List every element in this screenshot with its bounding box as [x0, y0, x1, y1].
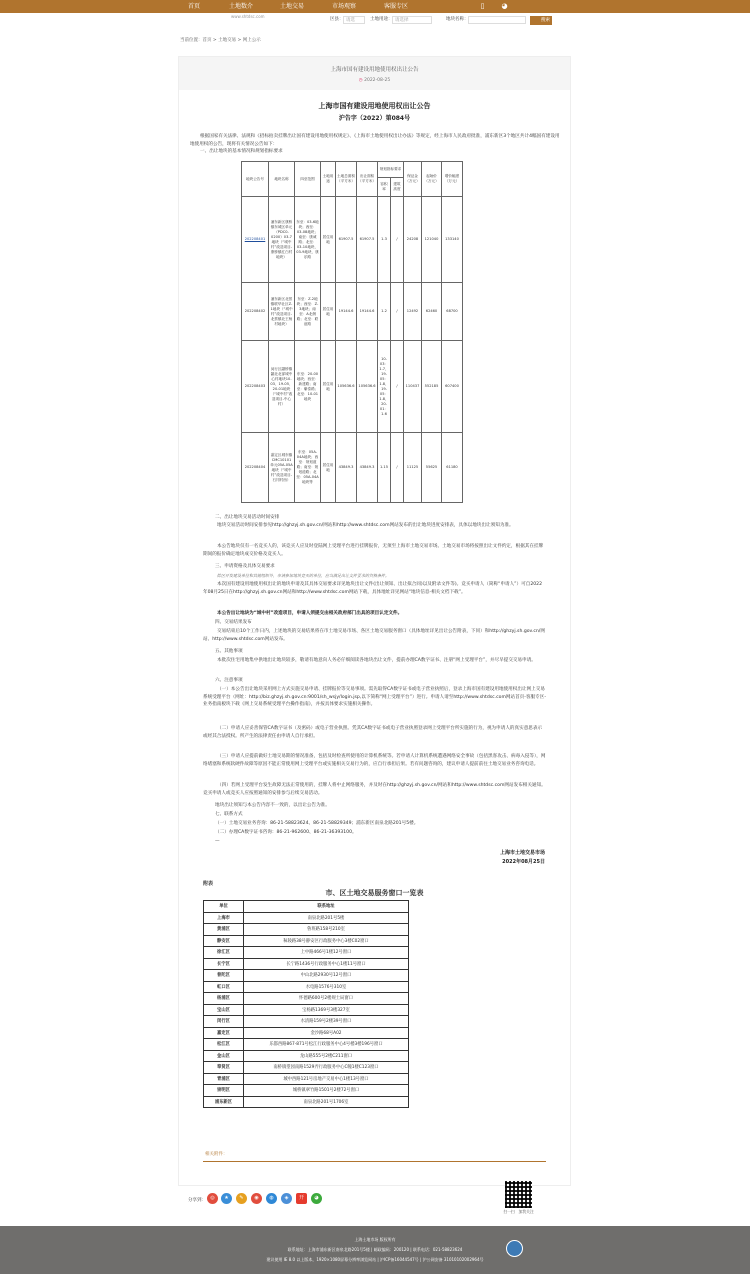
cell: 12492 [404, 283, 422, 341]
cell: 东至：05A-04A地块；西至：规划道路；南至：规划道路；北至：05A-04A地块等 [295, 433, 321, 503]
attachments-label: 相关附件： [205, 1152, 228, 1157]
col-header-name: 地块名称 [269, 162, 295, 197]
cell: 上海市 [204, 912, 244, 924]
nav-land-intro[interactable]: 土地数介 [229, 3, 254, 10]
lot-table [241, 161, 463, 503]
cell: 浦东新区北蔡镇联华社区Z-1地块（“城中村”改造项目-北蔡镇北王杨村地块） [269, 283, 295, 341]
table-row [204, 981, 409, 993]
share-wechat-icon[interactable]: ◕ [311, 1193, 322, 1204]
cell: 121040 [422, 197, 442, 283]
table-row [204, 1096, 409, 1108]
district-select[interactable]: 请选 [343, 16, 365, 24]
cell: 607400 [442, 341, 463, 433]
cell: 202208403 [242, 341, 269, 433]
cell: / [391, 341, 404, 433]
share-kaixin-icon[interactable]: ◈ [281, 1193, 292, 1204]
cell: 怀德路600号2楼规土局窗口 [244, 993, 409, 1005]
cell: 东至：Z-2地块；西至：Z-3地块；南至：A北侧路；北至：联谊路 [295, 283, 321, 341]
table-row [204, 993, 409, 1005]
col-header-plan: 规划指标要求 [378, 162, 404, 178]
cell: 龙山路555号2楼C211窗口 [244, 1050, 409, 1062]
table-row [242, 197, 463, 283]
cell: 宝杨路1369号3楼327室 [244, 1004, 409, 1016]
contact-business: （一）土地交易业务咨询：86-21-58823624、86-21-58829349；浦东新区南泉北路201号5楼。 [215, 821, 419, 826]
section-3-text-a: 除区开发建设单位和其他组织外，申请参加地块竞买的单位，应当满足出让文件要求的资格条件。 [217, 573, 389, 578]
cell: 1.15 [378, 433, 391, 503]
cell: 杨浦区 [204, 993, 244, 1005]
cell: 南桥镇望园南路1529弄行政服务中心C幢1楼C123窗口 [244, 1062, 409, 1074]
section-6-text-c: （三）申请人应提前做好土地交易期的情况准备，包括及时检查所使用的计算机系统等。若申请人计算机系统遭遇网络安全事故（包括黑客攻击、病毒入侵等），网络堵塞和系统软硬件故障等原因不能正常使用网上受理平台或实施相关交易行为的，应自行承担后果。若有问题咨询的，建议申请人提前前往土地交易业务咨询电话。 [203, 754, 546, 767]
table-row [204, 1073, 409, 1085]
section-4-text: 交易结束后10个工作日内，上述地块的交易结果将在市土地交易市场、各区土地交易服务窗口（具体地址详见出让公告附表，下同）和http://ghzyj.sh.gov.cn/网站、http://www.shtdsc.com网站发布。 [203, 629, 545, 642]
cell: 徐汇区 [204, 947, 244, 959]
nav-service[interactable]: 客服专区 [384, 3, 409, 10]
cell: 乐都西路867-871号松江行政服务中心4号楼3楼196号窗口 [244, 1039, 409, 1051]
share-qzone-icon[interactable]: ★ [221, 1193, 232, 1204]
footer-contact: 联系地址：上海市浦东新区南泉北路201号5楼 | 邮政编码：200120 | 联系电话：021-58823624 [287, 1247, 463, 1252]
cell: 崇明区 [204, 1085, 244, 1097]
cell: 水电路1576号310室 [244, 981, 409, 993]
cell: 普陀区 [204, 970, 244, 982]
signature-org: 上海市土地交易市场 [499, 850, 545, 856]
cell: / [391, 197, 404, 283]
section-7-heading: 七、联系方式 [215, 812, 243, 817]
cell: 嘉定区 [204, 1027, 244, 1039]
col-header-far: 容积率 [378, 178, 391, 197]
plot-name-input[interactable] [468, 16, 526, 24]
cell: 居住用地 [321, 433, 336, 503]
section-2-heading: 二、出让地块交易活动时间安排 [215, 515, 280, 520]
cell: 长宁区 [204, 958, 244, 970]
share-tencent-weibo-icon[interactable]: ✎ [236, 1193, 247, 1204]
share-renren-icon[interactable]: ◉ [251, 1193, 262, 1204]
section-6-heading: 六、注意事项 [215, 678, 243, 683]
table-row [204, 1016, 409, 1028]
top-nav-bar [0, 0, 750, 13]
cell: 城中西路121号房地产交易中心1楼13号窗口 [244, 1073, 409, 1085]
col-header-height: 建筑高度 [391, 178, 404, 197]
col-header-area: 土地总面积（平方米） [336, 162, 357, 197]
section-6-text-a: （一）本公告出让地块采用网上方式实施交易申请、挂牌报价等交易事项。需先取得CA数字证书或电子营业执照后，登录上海市国有建设用地使用权出让网上交易系统受理平台（网址：http://biz.ghzyj.sh.gov.cn:9001/sh_wsjy/login.jsp,以下简称“网上受理平台”）进行。申请人请至http://www.shtdsc.com网站首页-客服专区-业务指南板块下载《网上交易系统受理平台操作指南》，并按具体要求实施相关操作。 [203, 687, 546, 707]
cell: 61907.5 [357, 197, 378, 283]
cell: 奉贤区 [204, 1062, 244, 1074]
share-weibo-icon[interactable]: ◎ [207, 1193, 218, 1204]
cell: 105636.6 [357, 341, 378, 433]
cell: 长宁路1436号行政服务中心1楼11号窗口 [244, 958, 409, 970]
cell: 嘉定区城东镇CMC10101单元05A-05A地块（“城中村”改造项目-石冈村西） [269, 433, 295, 503]
col-header-deposit: 保证金（万元） [404, 162, 422, 197]
cell: 城桥镇翠竹路1501号2楼72号窗口 [244, 1085, 409, 1097]
table-row [204, 1027, 409, 1039]
gov-badge-icon[interactable] [506, 1240, 523, 1257]
cell: 61180 [442, 433, 463, 503]
cell: 鲁班路158号210室 [244, 924, 409, 936]
nav-market[interactable]: 市场观察 [332, 3, 357, 10]
cell: 55625 [422, 433, 442, 503]
section-6-text-d: （四）若网上受理平台发生故障无法正常使用的，挂牌人将中止网络服务，并及时在http://ghzyj.sh.gov.cn/网站和http://www.shtdsc.com网站发布相关通知。竞买申请人或竞买人应按照通知的安排参与后续交易活动。 [203, 783, 546, 796]
contact-ca: （二）办理CA数字证书咨询：86-21-962600、86-21-36393100。 [215, 830, 357, 835]
breadcrumb: 当前位置：首页 > 土地交易 > 网上公示 [180, 38, 261, 43]
col-header-unit: 单位 [204, 901, 244, 913]
cell: 61907.5 [336, 197, 357, 283]
cell: 虹口区 [204, 981, 244, 993]
table-row [242, 283, 463, 341]
qr-code-icon [505, 1181, 532, 1208]
table-row [204, 1004, 409, 1016]
section-6-text-b: （二）申请人应妥善保管CA数字证书（及密码）或电子营业执照。凭其CA数字证书或电子营业执照登录网上受理平台所实施的行为，视为申请人的真实意思表示或经其合法授权。所产生的法律责任由申请人自行承担。 [203, 726, 543, 739]
dash: — [215, 839, 220, 844]
section-3-text-b: 本次国有建设用地使用权出让的地块申请及其具体交易要求详见地块出让文件(出让须知、出让拟合同)以及附录文件等)。竞买申请人（简称“申请人”）可自2022年08月25日在http://ghzyj.sh.gov.cn网站和http://www.shtdsc.com网站下载，具体地址详见网站“地块信息-相关文档下载”。 [203, 582, 543, 595]
cell: 110437 [404, 341, 422, 433]
article-header-date: ◷ 2022-08-25 [358, 78, 391, 83]
clock-icon: ◷ [358, 78, 365, 83]
cell: 202208404 [242, 433, 269, 503]
cell: 宝山区 [204, 1004, 244, 1016]
article-header [179, 57, 570, 90]
section-1-heading: 一、出让地块的基本情况和规划指标要求 [200, 149, 283, 154]
cell: 南泉北路201号1706室 [244, 1096, 409, 1108]
footer-copyright: 上海土地市场 版权所有 [354, 1237, 396, 1242]
section-5-heading: 五、其他事项 [215, 649, 243, 654]
cell: 202208402 [242, 283, 269, 341]
cell: 松江区 [204, 1039, 244, 1051]
cell: 居住用地 [321, 341, 336, 433]
doc-subtitle: 沪告字（2022）第084号 [338, 115, 411, 122]
col-header-addr: 联系地址 [244, 901, 409, 913]
cell: 闵行区颛桥镇颛北北部城中心村地块10-03、19-05、20-01地块（“城中村”改造项目-中心村） [269, 341, 295, 433]
section-3-heading: 三、申请资格及具体交易要求 [215, 564, 275, 569]
wechat-icon[interactable]: ◕ [501, 2, 508, 10]
cell: 青浦区 [204, 1073, 244, 1085]
cell: 中山北路2930号12号窗口 [244, 970, 409, 982]
table-row [204, 924, 409, 936]
section-2-text-b: 本公告地块仅有一名竞买人的，该竞买人应及时登陆网上受理平台进行挂牌报价，无须至上海市土地交易市场。土地交易市场将按照出让文件约定，根据其在挂牌期间的报价确定地块成交价格及竞买人。 [203, 544, 544, 557]
mobile-icon[interactable]: ▯ [480, 2, 485, 10]
intro-paragraph: 根据国家有关法律、法规和《招标拍卖挂牌出让国有建设用地使用权规定》、《上海市土地使用权出让办法》等规定，经上海市人民政府批准，浦东新区3个地区共计4幅国有建设用地使用权的公告，现将有关情况公告如下： [190, 134, 560, 147]
cell: / [391, 433, 404, 503]
section-3-text-c: 本公告出让地块为“城中村”改造项目，申请人须提交由相关政府部门出具的项目认定文件。 [217, 611, 403, 616]
table-row [204, 912, 409, 924]
cell: 10-03：1.7、19-05：1.8、19-05：1.8、20-01：1.6 [378, 341, 391, 433]
col-header-start: 起始价（万元） [422, 162, 442, 197]
cell: 金山区 [204, 1050, 244, 1062]
nav-land-trade[interactable]: 土地交易 [280, 3, 305, 10]
cell: 19144.6 [336, 283, 357, 341]
attachments-divider [203, 1161, 546, 1162]
footer [0, 1226, 750, 1274]
cell: 黄浦区 [204, 924, 244, 936]
district-label: 区县： [330, 17, 344, 22]
land-use-select[interactable]: 请选择 [392, 16, 432, 24]
cell: 上中路466号1楼12号窗口 [244, 947, 409, 959]
land-use-label: 土地用途： [370, 17, 393, 22]
doc-title: 上海市国有建设用地使用权出让公告 [318, 102, 431, 110]
nav-home[interactable]: 首页 [188, 3, 201, 10]
cell: 43849.3 [357, 433, 378, 503]
cell: 浦东新区康桥镇东城区单元（PDC0-0200）03-7地块（“城中村”改造项目-康桥镇红白村地块） [269, 197, 295, 283]
cell: 68700 [442, 283, 463, 341]
search-button[interactable]: 搜索 [530, 16, 552, 25]
signature-date: 2022年08月25日 [502, 859, 545, 865]
table-row [204, 947, 409, 959]
cell: 居住用地 [321, 197, 336, 283]
cell: 东至：20-00地块；西至：新建路；南至：紫泰路；北至：10-01地块 [295, 341, 321, 433]
cell: 水清路159号2楼39号窗口 [244, 1016, 409, 1028]
cell: 24208 [404, 197, 422, 283]
col-header-range: 四至范围 [295, 162, 321, 197]
cell: 133140 [442, 197, 463, 283]
col-header-use: 土地用途 [321, 162, 336, 197]
cell: 19144.6 [357, 283, 378, 341]
cell: 62460 [422, 283, 442, 341]
cell: 秣陵路38号静安区行政服务中心3楼C02窗口 [244, 935, 409, 947]
cell: 东至：03-6地块；西至：03-08地块；南至：康诚路；北至：03-10地块、03-9地块、康乐路 [295, 197, 321, 283]
footer-browser-note: 建议使用 IE 8.0 以上版本，1920×1080屏幕分辨率浏览网站 | 沪ICP备16044547号 | 沪公网安备 31010102002964号 [266, 1257, 484, 1262]
table-row [204, 1085, 409, 1097]
cell: 1.3 [378, 197, 391, 283]
share-label: 分享到： [188, 1198, 206, 1203]
share-douban-icon[interactable]: ◍ [266, 1193, 277, 1204]
section-4-heading: 四、交易结果发布 [215, 620, 252, 625]
plot-name-label: 地块名称： [446, 17, 469, 22]
cell: 552185 [422, 341, 442, 433]
table-row [204, 1050, 409, 1062]
cell: 浦东新区 [204, 1096, 244, 1108]
cell: 1.2 [378, 283, 391, 341]
section-2-text-a: 地块交易活动时间安排参见http://ghzyj.sh.gov.cn/网站和http://www.shtdsc.com网站发布的出让地块进度安排表，具体以地块出让须知为准。 [217, 523, 514, 528]
cell: 105636.6 [336, 341, 357, 433]
col-header-step: 增价幅度（万元） [442, 162, 463, 197]
cell: 闵行区 [204, 1016, 244, 1028]
cell: / [391, 283, 404, 341]
table-row [204, 1039, 409, 1051]
article-header-title: 上海市国有建设用地使用权出让公告 [330, 67, 419, 73]
cell: 居住用地 [321, 283, 336, 341]
qr-caption: 扫一扫 加我关注 [503, 1209, 534, 1214]
cell: 11125 [404, 433, 422, 503]
section-6-text-e: 地块出让须知与本公告内容不一致的，以出让公告为准。 [215, 803, 330, 808]
table-row [204, 935, 409, 947]
lot-no-link[interactable]: 202208401 [242, 197, 269, 283]
site-domain: www.shtdsc.com [231, 14, 265, 19]
col-header-sell-area: 出让面积（平方米） [357, 162, 378, 197]
table-row [242, 433, 463, 503]
share-more-icon[interactable]: 开 [296, 1193, 307, 1204]
col-header-no: 地块公告号 [242, 162, 269, 197]
window-table [203, 900, 409, 1108]
table-row [204, 1062, 409, 1074]
table-row [204, 970, 409, 982]
table-row [204, 958, 409, 970]
cell: 南泉北路201号5楼 [244, 912, 409, 924]
table-row [242, 341, 463, 433]
annex-title: 市、区土地交易服务窗口一览表 [325, 889, 424, 897]
annex-label: 附表 [203, 881, 214, 887]
cell: 43849.3 [336, 433, 357, 503]
section-5-text: 本批次住宅用地集中供地出让地块较多，敬请有地意向人务必仔细阅读各地块出让文件，提前办理CA数字证书、注册“网上受理平台”，并尽早提交交易申请。 [217, 658, 536, 663]
cell: 金沙路68号A02 [244, 1027, 409, 1039]
cell: 静安区 [204, 935, 244, 947]
